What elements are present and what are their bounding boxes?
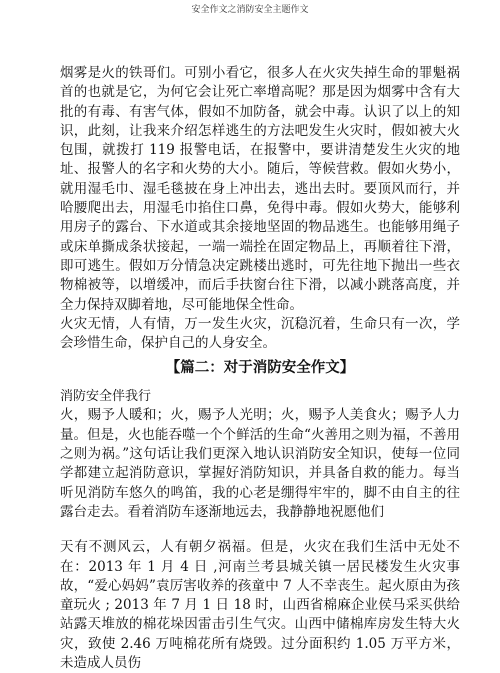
paragraph-fire-incidents: 天有不测风云，人有朝夕祸福。但是，火灾在我们生活中无处不在：2013 年 1 月 4 日 ,河南兰考县城关镇一居民楼发生火灾事故，“爱心妈妈”袁厉害收养的孩童中 7 人不幸丧生。起火原由为孩童玩火 ; 2013 年 7 月 1 日 18 时，山西省棉麻企业侯马采买供给站露天堆放的棉花垛因雷击引生气灾。山西中储棉库房发生特大火灾，致使 2.46 万吨棉花所有烧毁。过分面积约 1.05 万平方米，未造成人员伤 [60,539,460,672]
paragraph-cherish-life: 火灾无情，人有情，万一发生火灾，沉稳沉着，生命只有一次，学会珍惜生命，保护自己的人身安全。 [60,315,460,352]
document-body [60,64,460,673]
paragraph-smoke-escape: 烟雾是火的铁哥们。可别小看它，很多人在火灾失掉生命的罪魁祸首的也就是它，为何它会让死亡率增高呢？那是因为烟雾中含有大批的有毒、有害气体，假如不加防备，就会中毒。认识了以上的知识，此刻，让我来介绍怎样逃生的方法吧发生火灾时，假如被大火包围，就拨打 119 报警电话，在报警中，要讲清楚发生火灾的地址、报警人的名字和火势的大小。随后，等候营救。假如火势小，就用湿毛巾、湿毛毯披在身上冲出去，逃出去时。要顶风而行，并哈腰爬出去，用湿毛巾掐住口鼻，免得中毒。假如火势大，能够利用房子的露台、下水道或其余接地坚固的物品逃生。也能够用绳子或床单撕成条状接起，一端一端拴在固定物品上，再顺着往下滑，即可逃生。假如万分情急决定跳楼出逃时，可先往地下抛出一些衣物棉被等，以增缓冲，而后手扶窗台往下滑，以减小跳落高度，并全力保持双脚着地，尽可能地保全性命。 [60,65,460,313]
section-title: 【篇二：对于消防安全作文】 [165,359,355,377]
page-header: 安全作文之消防安全主题作文 [191,5,309,15]
subheading: 消防安全伴我行 [60,389,152,405]
paragraph-fire-power: 火，赐予人暖和；火，赐予人光明；火，赐予人美食火；赐予人力量。但是，火也能吞噬一个个鲜活的生命“火善用之则为福，不善用之则为祸。”这句话让我们更深入地认识消防安全知识，使每一位同学都建立起消防意识，掌握好消防知识，并具备自救的能力。每当听见消防车悠久的鸣笛，我的心老是绷得牢牢的，脚不由自主的往露台走去。看着消防车逐渐地远去，我静静地祝愿他们 [60,407,460,520]
